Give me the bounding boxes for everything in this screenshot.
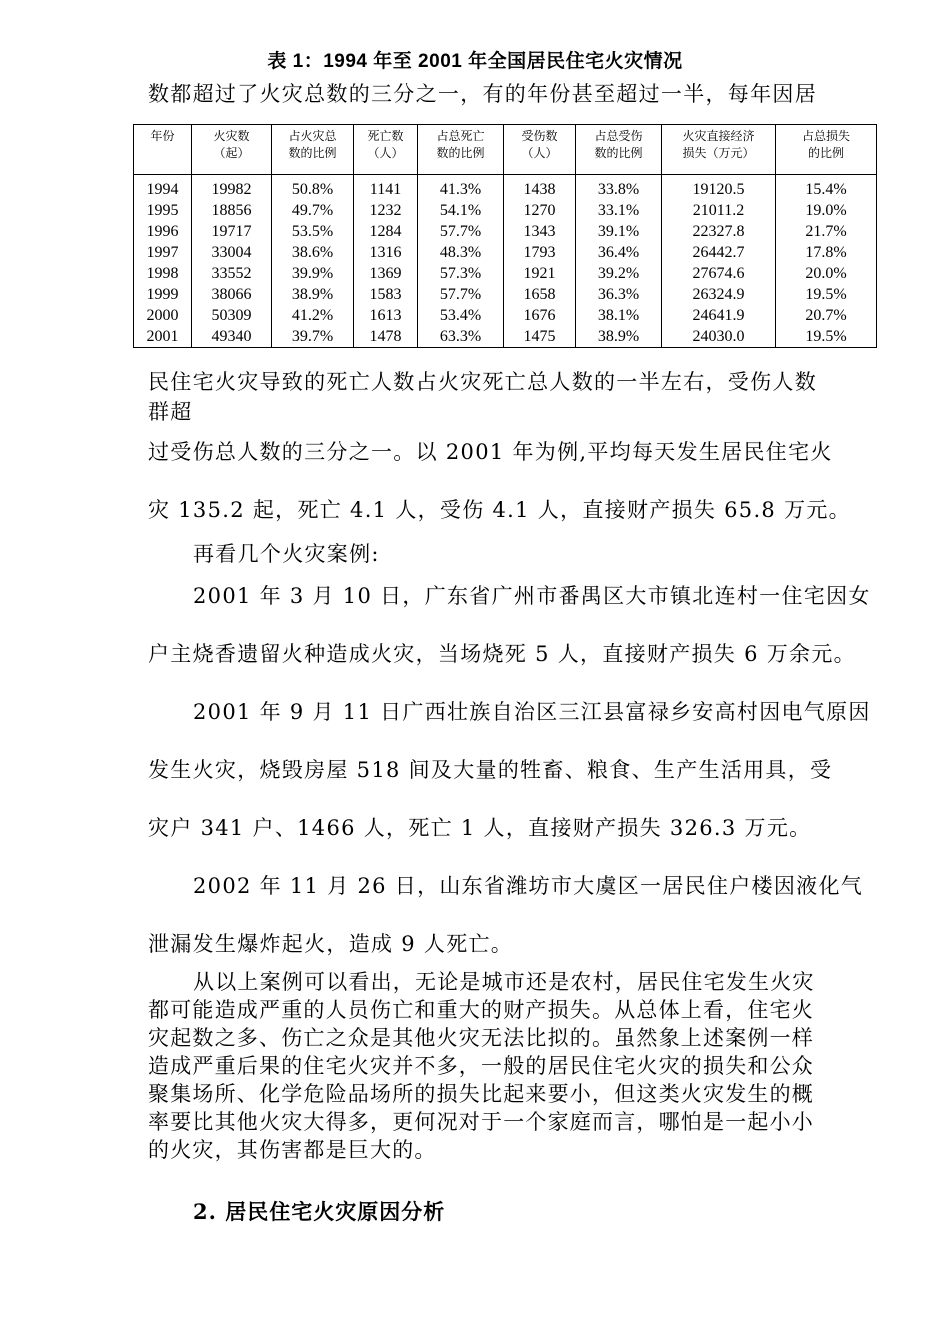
summary-line: 的火灾，其伤害都是巨大的。 bbox=[148, 1138, 437, 1162]
table-cell: 49340 bbox=[192, 326, 272, 348]
table-cell: 1996 bbox=[134, 221, 192, 242]
table-cell: 21011.2 bbox=[662, 200, 776, 221]
table-cell: 22327.8 bbox=[662, 221, 776, 242]
table-cell: 39.9% bbox=[272, 263, 354, 284]
table-cell: 38066 bbox=[192, 284, 272, 305]
table-cell: 17.8% bbox=[776, 242, 877, 263]
table-cell: 1994 bbox=[134, 175, 192, 201]
table-row bbox=[134, 242, 877, 263]
body-line: 2001 年 9 月 11 日广西壮族自治区三江县富禄乡安高村因电气原因 bbox=[193, 700, 871, 724]
header-cell: 占总受伤 数的比例 bbox=[576, 125, 662, 175]
body-line: 泄漏发生爆炸起火，造成 9 人死亡。 bbox=[148, 932, 514, 956]
table-cell: 53.4% bbox=[418, 305, 504, 326]
body-line: 民住宅火灾导致的死亡人数占火灾死亡总人数的一半左右，受伤人数 bbox=[148, 370, 817, 394]
table-cell: 1438 bbox=[504, 175, 576, 201]
table-cell: 49.7% bbox=[272, 200, 354, 221]
table-cell: 1613 bbox=[354, 305, 418, 326]
table-cell: 19717 bbox=[192, 221, 272, 242]
table-cell: 19.0% bbox=[776, 200, 877, 221]
table-cell: 1583 bbox=[354, 284, 418, 305]
body-line: 发生火灾，烧毁房屋 518 间及大量的牲畜、粮食、生产生活用具，受 bbox=[148, 758, 833, 782]
table-cell: 38.1% bbox=[576, 305, 662, 326]
header-cell: 火灾数 （起） bbox=[192, 125, 272, 175]
table-cell: 1793 bbox=[504, 242, 576, 263]
table-cell: 1995 bbox=[134, 200, 192, 221]
summary-line: 都可能造成严重的人员伤亡和重大的财产损失。从总体上看，住宅火 bbox=[148, 998, 814, 1022]
table-cell: 1999 bbox=[134, 284, 192, 305]
header-cell: 占火灾总 数的比例 bbox=[272, 125, 354, 175]
table-cell: 41.2% bbox=[272, 305, 354, 326]
table-cell: 48.3% bbox=[418, 242, 504, 263]
body-line: 再看几个火灾案例: bbox=[193, 542, 380, 566]
table-cell: 53.5% bbox=[272, 221, 354, 242]
table-cell: 1997 bbox=[134, 242, 192, 263]
table-cell: 24030.0 bbox=[662, 326, 776, 348]
table-cell: 50.8% bbox=[272, 175, 354, 201]
table-header-row bbox=[134, 125, 877, 175]
table-body bbox=[134, 175, 877, 348]
table-cell: 15.4% bbox=[776, 175, 877, 201]
summary-line: 从以上案例可以看出，无论是城市还是农村，居民住宅发生火灾 bbox=[193, 970, 815, 994]
table-cell: 19982 bbox=[192, 175, 272, 201]
summary-line: 聚集场所、化学危险品场所的损失比起来要小，但这类火灾发生的概 bbox=[148, 1082, 814, 1106]
summary-line: 率要比其他火灾大得多，更何况对于一个家庭而言，哪怕是一起小小 bbox=[148, 1110, 814, 1134]
table-cell: 50309 bbox=[192, 305, 272, 326]
table-cell: 1141 bbox=[354, 175, 418, 201]
table-cell: 38.9% bbox=[272, 284, 354, 305]
table-cell: 36.3% bbox=[576, 284, 662, 305]
table-cell: 39.2% bbox=[576, 263, 662, 284]
summary-paragraph bbox=[148, 968, 868, 1164]
table-cell: 41.3% bbox=[418, 175, 504, 201]
header-cell: 占总损失 的比例 bbox=[776, 125, 877, 175]
table-cell: 57.7% bbox=[418, 284, 504, 305]
table-cell: 19.5% bbox=[776, 284, 877, 305]
table-cell: 57.3% bbox=[418, 263, 504, 284]
table-cell: 27674.6 bbox=[662, 263, 776, 284]
table-cell: 33.8% bbox=[576, 175, 662, 201]
summary-line: 造成严重后果的住宅火灾并不多，一般的居民住宅火灾的损失和公众 bbox=[148, 1054, 814, 1078]
header-cell: 死亡数 （人） bbox=[354, 125, 418, 175]
table-cell: 26324.9 bbox=[662, 284, 776, 305]
table-cell: 1316 bbox=[354, 242, 418, 263]
header-cell: 火灾直接经济 损失（万元） bbox=[662, 125, 776, 175]
table-row bbox=[134, 263, 877, 284]
table-cell: 20.7% bbox=[776, 305, 877, 326]
table-cell: 38.6% bbox=[272, 242, 354, 263]
table-cell: 1921 bbox=[504, 263, 576, 284]
table-cell: 57.7% bbox=[418, 221, 504, 242]
table-cell: 2001 bbox=[134, 326, 192, 348]
table-row bbox=[134, 221, 877, 242]
table-cell: 1232 bbox=[354, 200, 418, 221]
table-caption: 表 1：1994 年至 2001 年全国居民住宅火灾情况 bbox=[267, 51, 683, 72]
table-cell: 1369 bbox=[354, 263, 418, 284]
body-line: 过受伤总人数的三分之一。以 2001 年为例,平均每天发生居民住宅火 bbox=[148, 440, 833, 464]
table-cell: 36.4% bbox=[576, 242, 662, 263]
table-row bbox=[134, 326, 877, 348]
table-cell: 33552 bbox=[192, 263, 272, 284]
table-cell: 1343 bbox=[504, 221, 576, 242]
table-cell: 63.3% bbox=[418, 326, 504, 348]
body-line: 2002 年 11 月 26 日，山东省潍坊市大虞区一居民住户楼因液化气 bbox=[193, 874, 864, 898]
table-cell: 39.7% bbox=[272, 326, 354, 348]
body-line: 灾户 341 户、1466 人，死亡 1 人，直接财产损失 326.3 万元。 bbox=[148, 816, 812, 840]
table-cell: 39.1% bbox=[576, 221, 662, 242]
table-row bbox=[134, 284, 877, 305]
table-cell: 1676 bbox=[504, 305, 576, 326]
table-cell: 21.7% bbox=[776, 221, 877, 242]
summary-line: 灾起数之多、伤亡之众是其他火灾无法比拟的。虽然象上述案例一样 bbox=[148, 1026, 814, 1050]
header-cell: 受伤数 （人） bbox=[504, 125, 576, 175]
table-cell: 38.9% bbox=[576, 326, 662, 348]
table-cell: 2000 bbox=[134, 305, 192, 326]
body-line: 灾 135.2 起，死亡 4.1 人，受伤 4.1 人，直接财产损失 65.8 万元。 bbox=[148, 498, 851, 522]
table-cell: 1998 bbox=[134, 263, 192, 284]
table-cell: 33.1% bbox=[576, 200, 662, 221]
intro-line: 数都超过了火灾总数的三分之一，有的年份甚至超过一半，每年因居 bbox=[148, 82, 817, 106]
body-line: 户主烧香遗留火种造成火灾，当场烧死 5 人，直接财产损失 6 万余元。 bbox=[148, 642, 856, 666]
body-line: 群超 bbox=[148, 400, 193, 424]
header-cell: 占总死亡 数的比例 bbox=[418, 125, 504, 175]
table-row bbox=[134, 175, 877, 201]
table-cell: 54.1% bbox=[418, 200, 504, 221]
table-cell: 19120.5 bbox=[662, 175, 776, 201]
table-cell: 1478 bbox=[354, 326, 418, 348]
table-cell: 33004 bbox=[192, 242, 272, 263]
table-cell: 18856 bbox=[192, 200, 272, 221]
table-cell: 26442.7 bbox=[662, 242, 776, 263]
table-cell: 1658 bbox=[504, 284, 576, 305]
table-cell: 20.0% bbox=[776, 263, 877, 284]
table-cell: 19.5% bbox=[776, 326, 877, 348]
table-row bbox=[134, 200, 877, 221]
table-cell: 1284 bbox=[354, 221, 418, 242]
fire-statistics-table bbox=[133, 124, 877, 348]
table-cell: 1270 bbox=[504, 200, 576, 221]
table-row bbox=[134, 305, 877, 326]
section-heading: 2. 居民住宅火灾原因分析 bbox=[193, 1199, 446, 1224]
table-cell: 1475 bbox=[504, 326, 576, 348]
body-line: 2001 年 3 月 10 日，广东省广州市番禺区大市镇北连村一住宅因女 bbox=[193, 584, 871, 608]
header-cell: 年份 bbox=[134, 125, 192, 175]
table-cell: 24641.9 bbox=[662, 305, 776, 326]
